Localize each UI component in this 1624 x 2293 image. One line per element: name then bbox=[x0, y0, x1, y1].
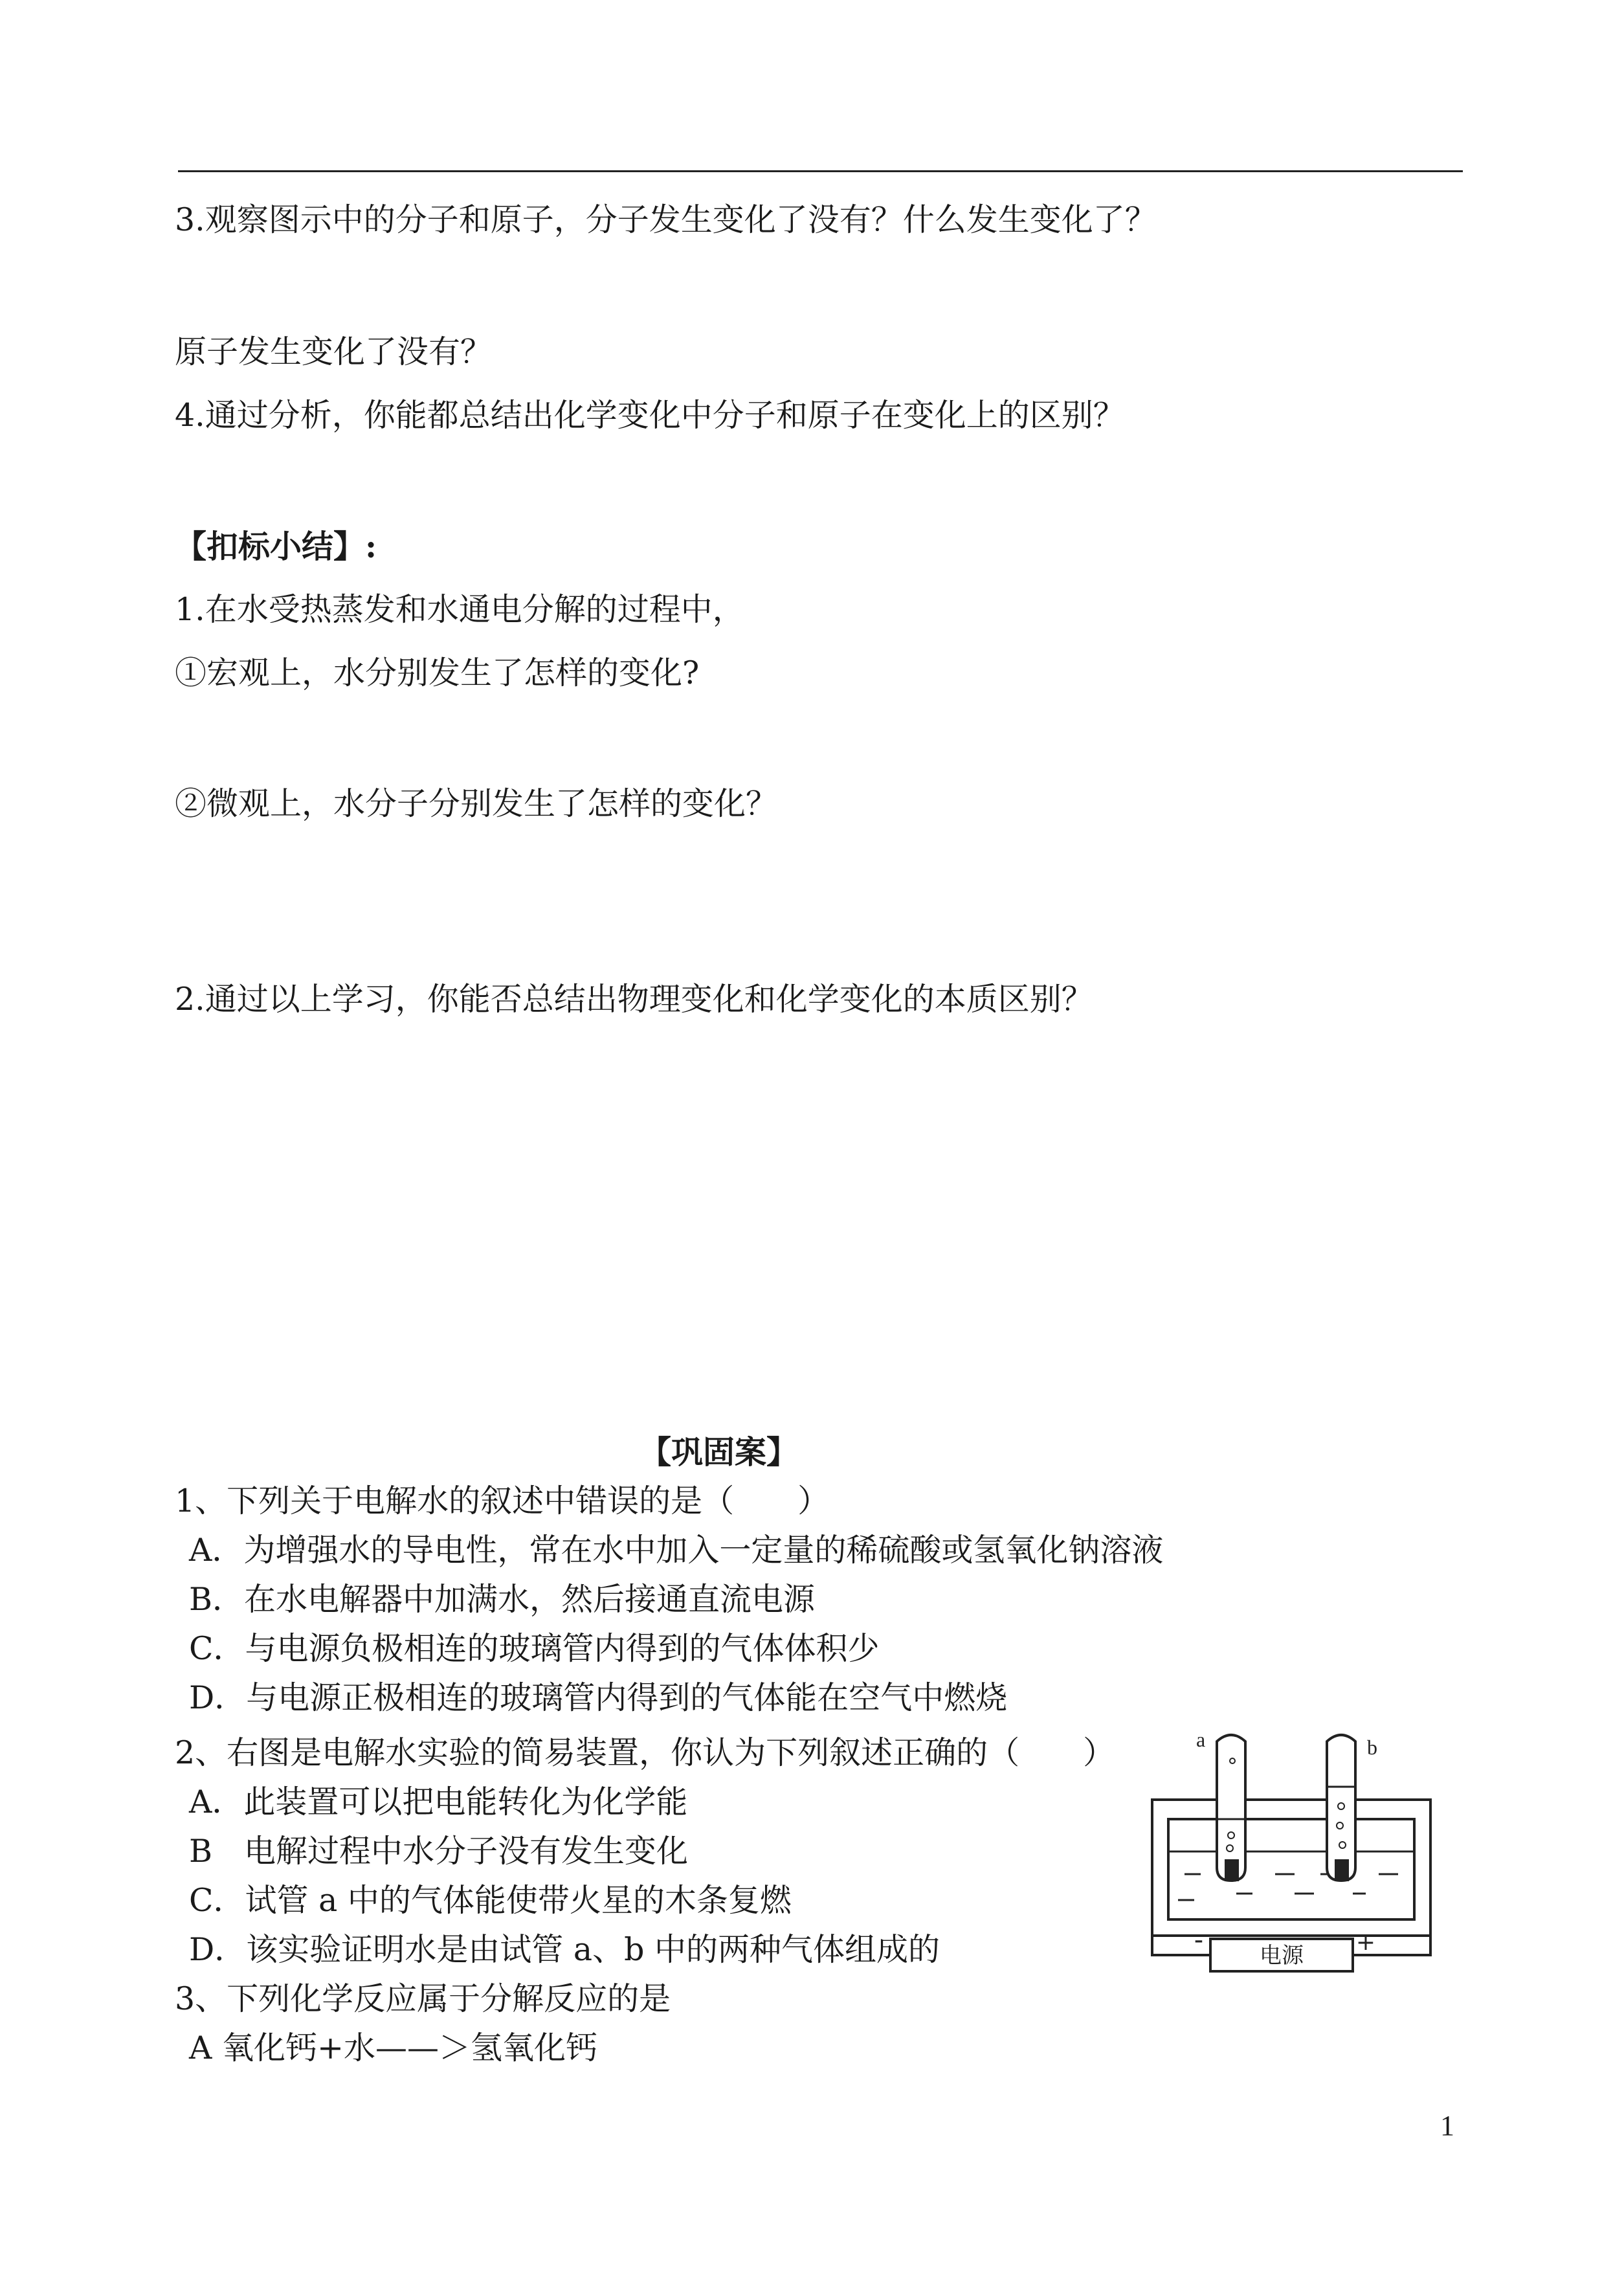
question-3-atoms: 原子发生变化了没有？ bbox=[175, 333, 493, 370]
question-3-molecules: 3.观察图示中的分子和原子，分子发生变化了没有？什么发生变化了？ bbox=[175, 201, 1157, 238]
summary-question-1b: ②微观上，水分子分别发生了怎样的变化？ bbox=[175, 785, 778, 822]
minus-terminal-label: - bbox=[1194, 1925, 1204, 1955]
header-rule bbox=[178, 170, 1463, 172]
q1-stem: 1、下列关于电解水的叙述中错误的是（ ） bbox=[175, 1482, 830, 1519]
q2-option-a: A．此装置可以把电能转化为化学能 bbox=[189, 1784, 688, 1820]
question-4: 4.通过分析，你能都总结出化学变化中分子和原子在变化上的区别？ bbox=[175, 397, 1125, 434]
q3-stem: 3、下列化学反应属于分解反应的是 bbox=[175, 1980, 671, 2017]
tube-b-label: b bbox=[1367, 1736, 1377, 1759]
q2-stem: 2、右图是电解水实验的简易装置，你认为下列叙述正确的（ ） bbox=[175, 1734, 1115, 1771]
q2-option-d: D．该实验证明水是由试管 a、b 中的两种气体组成的 bbox=[189, 1931, 940, 1968]
summary-question-1: 1.在水受热蒸发和水通电分解的过程中， bbox=[175, 591, 744, 628]
electrolysis-apparatus-diagram bbox=[1139, 1722, 1443, 1981]
tube-a-label: a bbox=[1196, 1728, 1206, 1751]
q3-option-a: A 氧化钙+水——＞氢氧化钙 bbox=[189, 2030, 598, 2066]
plus-terminal-label: + bbox=[1355, 1929, 1376, 1956]
q1-option-c: C．与电源负极相连的玻璃管内得到的气体体积少 bbox=[189, 1630, 880, 1667]
q2-option-b: B 电解过程中水分子没有发生变化 bbox=[189, 1833, 689, 1870]
q1-option-b: B．在水电解器中加满水，然后接通直流电源 bbox=[189, 1581, 816, 1618]
summary-heading: 【扣标小结】: bbox=[175, 528, 377, 565]
q2-option-c: C．试管 a 中的气体能使带火星的木条复燃 bbox=[189, 1882, 792, 1919]
consolidation-heading: 【巩固案】 bbox=[640, 1433, 799, 1471]
q1-option-a: A．为增强水的导电性，常在水中加入一定量的稀硫酸或氢氧化钠溶液 bbox=[189, 1532, 1164, 1569]
power-supply-label: 电源 bbox=[1260, 1943, 1304, 1969]
summary-question-1a: ①宏观上，水分别发生了怎样的变化? bbox=[175, 654, 700, 691]
q1-option-d: D．与电源正极相连的玻璃管内得到的气体能在空气中燃烧 bbox=[189, 1679, 1008, 1716]
page-number: 1 bbox=[1440, 2110, 1454, 2142]
summary-question-2: 2.通过以上学习，你能否总结出物理变化和化学变化的本质区别？ bbox=[175, 981, 1093, 1018]
